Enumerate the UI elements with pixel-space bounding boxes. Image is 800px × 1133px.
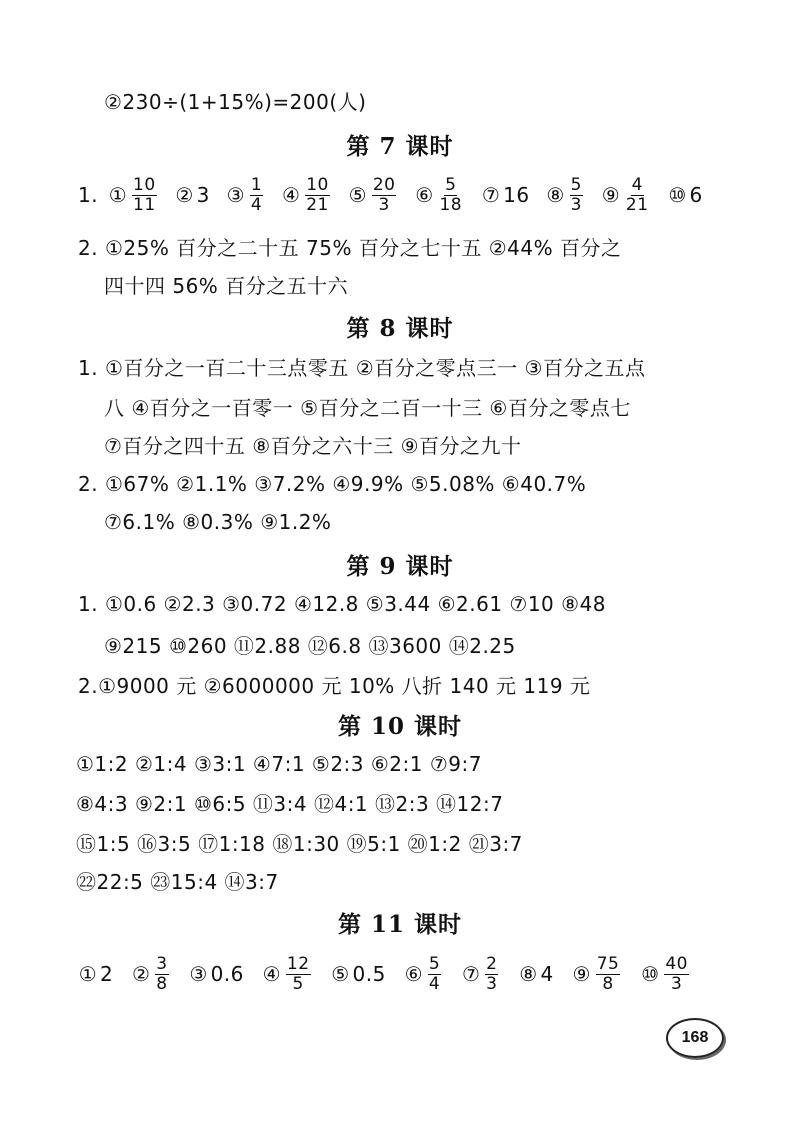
denominator: 21 xyxy=(306,194,329,215)
answer-item xyxy=(412,176,465,215)
denominator: 8 xyxy=(602,973,614,994)
lesson-10-line: ①1:2 ②1:4 ③3:1 ④7:1 ⑤2:3 ⑥2:1 ⑦9:7 xyxy=(76,752,482,776)
answer-item xyxy=(544,176,585,215)
lesson-11-items xyxy=(76,955,691,994)
item-marker: ② xyxy=(132,962,151,986)
item-marker: ⑤ xyxy=(331,962,350,986)
item-marker: ③ xyxy=(189,962,208,986)
numerator: 20 xyxy=(372,174,396,195)
item-value: 2 xyxy=(100,962,114,986)
lesson-10-line: ⑮1:5 ⑯3:5 ⑰1:18 ⑱1:30 ⑲5:1 ⑳1:2 ㉑3:7 xyxy=(76,831,523,856)
answer-item xyxy=(173,183,210,207)
fraction xyxy=(286,955,311,994)
page-number: 168 xyxy=(666,1018,724,1058)
question-number: 1. xyxy=(78,183,99,207)
item-marker: ⑩ xyxy=(668,183,687,207)
answer-item xyxy=(260,955,313,994)
item-marker: ⑥ xyxy=(404,962,424,986)
answer-item xyxy=(402,955,443,994)
answer-item xyxy=(76,962,113,986)
item-marker: ① xyxy=(108,183,128,207)
fraction xyxy=(596,955,621,994)
fraction xyxy=(485,955,498,994)
answer-item xyxy=(479,183,529,207)
numerator: 12 xyxy=(286,953,310,974)
numerator: 5 xyxy=(570,174,582,195)
denominator: 3 xyxy=(671,973,683,994)
answer-item xyxy=(346,176,399,215)
answer-item xyxy=(570,955,623,994)
lesson-9-line: ⑨215 ⑩260 ⑪2.88 ⑫6.8 ⑬3600 ⑭2.25 xyxy=(104,633,516,658)
item-marker: ③ xyxy=(226,183,246,207)
answer-item xyxy=(459,955,500,994)
fraction xyxy=(664,955,689,994)
lesson-7-q1 xyxy=(0,172,800,218)
item-marker: ⑧ xyxy=(519,962,538,986)
answer-item xyxy=(638,955,691,994)
fraction xyxy=(625,176,650,215)
lesson-9-line: 1. ①0.6 ②2.3 ③0.72 ④12.8 ⑤3.44 ⑥2.61 ⑦10 ⑧48 xyxy=(78,592,607,616)
lesson-7-q1-items xyxy=(106,176,703,215)
answer-item xyxy=(224,176,265,215)
denominator: 18 xyxy=(439,194,463,215)
fraction xyxy=(305,176,330,215)
denominator: 4 xyxy=(250,194,263,215)
lesson-10-line: ⑧4:3 ⑨2:1 ⑩6:5 ⑪3:4 ⑫4:1 ⑬2:3 ⑭12:7 xyxy=(76,791,504,816)
answer-item xyxy=(129,955,170,994)
answer-item xyxy=(187,962,244,986)
item-value: 6 xyxy=(689,183,703,207)
fraction xyxy=(438,176,463,215)
item-value: 0.5 xyxy=(352,962,386,986)
fraction xyxy=(570,176,583,215)
item-marker: ② xyxy=(175,183,194,207)
item-marker: ⑧ xyxy=(546,183,565,207)
numerator: 5 xyxy=(428,953,441,974)
denominator: 8 xyxy=(156,973,168,994)
lesson-11-title: 第 11 课时 xyxy=(337,910,463,938)
lesson-7-q2-line-2: 四十四 56% 百分之五十六 xyxy=(104,273,349,298)
lesson-10-line: ㉒22:5 ㉓15:4 ⑭3:7 xyxy=(76,869,279,894)
item-marker: ⑩ xyxy=(641,962,660,986)
answer-item xyxy=(666,183,703,207)
item-marker: ⑨ xyxy=(572,962,591,986)
answer-item xyxy=(329,962,386,986)
item-value: 4 xyxy=(540,962,554,986)
item-marker: ⑦ xyxy=(481,183,501,207)
fraction xyxy=(428,955,441,994)
lesson-7-q2-line-1: 2. ①25% 百分之二十五 75% 百分之七十五 ②44% 百分之 xyxy=(78,235,622,260)
answer-item xyxy=(599,176,652,215)
lesson-8-line: 1. ①百分之一百二十三点零五 ②百分之零点三一 ③百分之五点 xyxy=(78,355,646,380)
lesson-7-title: 第 7 课时 xyxy=(346,132,454,160)
numerator: 4 xyxy=(631,174,643,195)
item-value: 16 xyxy=(503,183,530,207)
lesson-9-line: 2.①9000 元 ②6000000 元 10% 八折 140 元 119 元 xyxy=(78,673,591,698)
lesson-8-line: 八 ④百分之一百零一 ⑤百分之二百一十三 ⑥百分之零点七 xyxy=(104,395,631,420)
numerator: 75 xyxy=(596,953,620,974)
answer-item xyxy=(516,962,553,986)
item-marker: ④ xyxy=(262,962,282,986)
lesson-8-line: ⑦百分之四十五 ⑧百分之六十三 ⑨百分之九十 xyxy=(104,433,522,458)
denominator: 3 xyxy=(570,194,582,215)
denominator: 3 xyxy=(486,973,498,994)
numerator: 2 xyxy=(486,953,498,974)
lesson-8-line: 2. ①67% ②1.1% ③7.2% ④9.9% ⑤5.08% ⑥40.7% xyxy=(78,472,587,496)
lesson-11-answers xyxy=(0,950,800,998)
numerator: 5 xyxy=(445,174,457,195)
item-marker: ⑨ xyxy=(601,183,621,207)
lesson-8-title: 第 8 课时 xyxy=(346,314,454,342)
denominator: 21 xyxy=(625,194,649,215)
fraction xyxy=(132,176,157,215)
lesson-10-title: 第 10 课时 xyxy=(337,712,463,740)
item-value: 0.6 xyxy=(210,962,244,986)
denominator: 3 xyxy=(378,194,390,215)
numerator: 1 xyxy=(250,174,263,195)
answer-item xyxy=(279,176,332,215)
answer-item xyxy=(106,176,159,215)
item-marker: ⑤ xyxy=(348,183,368,207)
numerator: 10 xyxy=(133,174,156,195)
answer-line: ②230÷(1+15%)=200(人) xyxy=(104,89,367,114)
fraction xyxy=(372,176,397,215)
fraction xyxy=(250,176,263,215)
denominator: 4 xyxy=(428,973,441,994)
denominator: 5 xyxy=(292,973,304,994)
item-marker: ④ xyxy=(281,183,301,207)
numerator: 40 xyxy=(665,953,688,974)
numerator: 10 xyxy=(306,174,329,195)
numerator: 3 xyxy=(156,953,168,974)
denominator: 11 xyxy=(133,194,156,215)
item-marker: ⑥ xyxy=(415,183,434,207)
lesson-9-title: 第 9 课时 xyxy=(346,552,454,580)
item-marker: ⑦ xyxy=(461,962,481,986)
fraction xyxy=(155,955,168,994)
item-value: 3 xyxy=(196,183,210,207)
item-marker: ① xyxy=(78,962,98,986)
lesson-8-line: ⑦6.1% ⑧0.3% ⑨1.2% xyxy=(104,510,332,534)
